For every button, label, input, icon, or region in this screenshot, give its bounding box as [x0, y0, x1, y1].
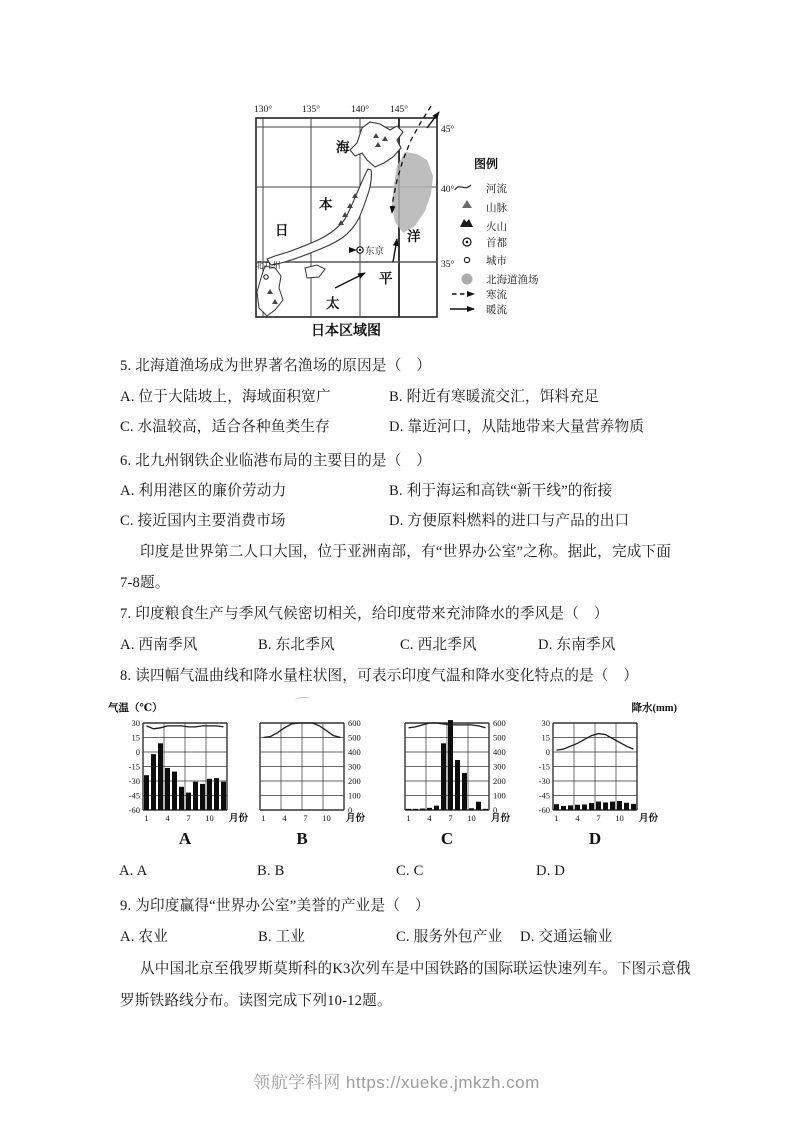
month-tick: 4	[575, 813, 580, 823]
lon-label-135: 135°	[301, 105, 321, 115]
intro-10-12-line1: 从中国北京至俄罗斯莫斯科的K3次列车是中国铁路的国际联运快速列车。下图示意俄	[140, 961, 691, 977]
precip-axis-tick: 400	[348, 747, 361, 757]
month-tick: 10	[615, 813, 624, 823]
precip-bar	[554, 804, 559, 810]
pacific-ocean-label	[326, 228, 421, 311]
precip-bar	[483, 809, 488, 810]
shikoku-island	[305, 265, 325, 278]
climate-chart-B	[257, 696, 419, 848]
month-tick: 1	[406, 813, 411, 823]
intro-7-8-line2: 7-8题。	[120, 575, 170, 591]
precip-bar	[596, 802, 601, 810]
q9-option-a: A. 农业	[120, 929, 169, 945]
precip-axis-tick: 300	[348, 761, 361, 772]
q6-option-c: C. 接近国内主要消费市场	[120, 513, 286, 529]
month-tick: 1	[144, 813, 149, 823]
month-tick: 7	[448, 813, 453, 823]
month-axis-label: 月份	[229, 814, 249, 824]
precip-bar	[151, 754, 156, 810]
precip-axis-tick: 100	[348, 790, 361, 801]
precip-bar	[441, 743, 446, 810]
svg-text:平: 平	[379, 271, 393, 286]
lon-label-140: 140°	[350, 105, 370, 115]
precip-bar	[631, 804, 636, 810]
precip-bar	[568, 805, 573, 810]
q7-option-d: D. 东南季风	[538, 637, 616, 653]
lon-label-145: 145°	[389, 105, 409, 115]
precip-bar	[582, 804, 587, 810]
temp-axis-tick: 0	[135, 747, 140, 757]
honshu-island	[267, 169, 371, 265]
mountain-icon	[462, 200, 472, 208]
svg-text:河流: 河流	[486, 184, 507, 195]
q8-stem: 8. 读四幅气温曲线和降水量柱状图，可表示印度气温和降水变化特点的是（ ）	[120, 668, 639, 684]
fishing-ground-icon	[462, 274, 473, 285]
precip-bar	[200, 784, 205, 810]
watermark-footer: 领航学科网 https://xueke.jmkzh.com	[253, 1073, 540, 1092]
precip-bar	[434, 806, 439, 810]
precip-bar	[448, 720, 453, 810]
precip-axis-tick: 500	[348, 732, 361, 743]
lat-label-45: 45°	[441, 125, 455, 135]
climate-chart-A	[107, 696, 269, 848]
svg-text:日: 日	[275, 223, 289, 238]
month-tick: 10	[205, 813, 214, 823]
q5-option-c: C. 水温较高，适合各种鱼类生存	[120, 419, 330, 435]
precip-axis-tick: 600	[348, 718, 361, 728]
q5-option-b: B. 附近有寒暖流交汇，饵料充足	[389, 389, 599, 405]
temp-axis-tick: -15	[538, 761, 550, 772]
month-tick: 7	[186, 813, 191, 823]
precip-axis-tick: 100	[493, 790, 506, 801]
city-legend-icon	[464, 257, 469, 262]
precip-axis-tick: 200	[493, 776, 506, 786]
svg-text:城市: 城市	[486, 256, 507, 267]
month-tick: 4	[165, 813, 170, 823]
intro-10-12-line2: 罗斯铁路线分布。读图完成下列10-12题。	[120, 993, 392, 1009]
precip-axis-tick: 0	[493, 805, 498, 815]
panel-letter: A	[178, 829, 192, 848]
lat-label-35: 35°	[441, 260, 455, 270]
svg-text:海: 海	[336, 140, 350, 155]
month-axis-label: 月份	[346, 814, 366, 824]
tokyo-pointer-icon	[349, 247, 357, 253]
precip-bar	[179, 787, 184, 810]
precip-bar	[221, 782, 226, 810]
precip-axis-tick: 500	[493, 732, 506, 743]
month-tick: 4	[282, 813, 287, 823]
volcano-icon	[460, 219, 473, 227]
precip-bar	[575, 805, 580, 810]
precip-axis-title: 降水(mm)	[631, 703, 677, 714]
precip-axis-tick: 400	[493, 747, 506, 757]
svg-text:北海道渔场: 北海道渔场	[486, 275, 539, 286]
q7-option-a: A. 西南季风	[120, 637, 198, 653]
precip-bar	[186, 793, 191, 810]
japan-map-figure	[245, 96, 575, 346]
precip-bar	[158, 743, 163, 810]
q7-stem: 7. 印度粮食生产与季风气候密切相关，给印度带来充沛降水的季风是（ ）	[120, 606, 609, 622]
map-caption: 日本区域图	[311, 324, 381, 339]
panel-letter: B	[296, 829, 308, 848]
temp-axis-tick: -15	[128, 761, 140, 772]
precip-bar	[420, 809, 425, 810]
precip-bar	[455, 760, 460, 810]
precip-bar	[469, 808, 474, 810]
precip-bar	[427, 808, 432, 810]
precip-bar	[624, 803, 629, 810]
month-tick: 7	[596, 813, 601, 823]
month-tick: 10	[322, 813, 331, 823]
precip-bar	[144, 775, 149, 810]
q6-option-a: A. 利用港区的廉价劳动力	[120, 483, 287, 499]
month-tick: 7	[303, 813, 308, 823]
month-axis-label: 月份	[491, 814, 511, 824]
temp-axis-tick: -60	[538, 805, 550, 815]
svg-text:山脉: 山脉	[486, 203, 507, 214]
q7-option-b: B. 东北季风	[258, 637, 335, 653]
svg-text:本: 本	[319, 197, 333, 212]
q6-stem: 6. 北九州钢铁企业临港布局的主要目的是（ ）	[120, 453, 432, 469]
temp-axis-tick: -45	[128, 790, 140, 801]
japan-map-svg	[245, 96, 575, 346]
kitakyushu-label: 北九州	[255, 260, 281, 270]
svg-text:太: 太	[326, 296, 340, 311]
month-axis-label: 月份	[639, 814, 659, 824]
lat-label-40: 40°	[441, 185, 455, 195]
q6-option-b: B. 利于海运和高铁“新干线”的衔接	[389, 483, 613, 499]
q5-option-a: A. 位于大陆坡上，海域面积宽广	[120, 389, 331, 405]
temp-axis-tick: -30	[538, 776, 550, 786]
svg-text:暖流: 暖流	[486, 305, 507, 316]
temp-axis-tick: -30	[128, 776, 140, 786]
panel-letter: C	[440, 829, 454, 848]
precip-bar	[589, 803, 594, 810]
month-tick: 10	[467, 813, 476, 823]
q6-option-d: D. 方便原料燃料的进口与产品的出口	[389, 513, 630, 529]
precip-bar	[462, 773, 467, 810]
precip-bar	[610, 802, 615, 810]
temp-axis-tick: 0	[545, 747, 550, 757]
precip-bar	[476, 802, 481, 810]
svg-text:火山: 火山	[486, 222, 507, 233]
precip-bar	[214, 778, 219, 810]
q8-answer-b: B. B	[257, 863, 285, 879]
q9-stem: 9. 为印度赢得“世界办公室”美誉的产业是（ ）	[120, 898, 430, 914]
precip-axis-tick: 200	[348, 776, 361, 786]
precip-bar	[561, 806, 566, 810]
city-icon	[264, 275, 268, 279]
q9-option-d: D. 交通运输业	[520, 929, 613, 945]
legend-title: 图例	[474, 157, 499, 171]
q7-option-c: C. 西北季风	[400, 637, 477, 653]
sea-of-japan-label	[275, 139, 350, 238]
warm-current-arrow-east	[393, 239, 397, 262]
temp-axis-tick: 30	[541, 718, 550, 728]
month-tick: 1	[261, 813, 266, 823]
temp-axis-tick: 15	[541, 732, 550, 743]
month-tick: 4	[427, 813, 432, 823]
q5-stem: 5. 北海道渔场成为世界著名渔场的原因是（ ）	[120, 358, 432, 374]
q8-answer-a: A. A	[119, 863, 148, 879]
precip-bar	[165, 768, 170, 810]
svg-text:首都: 首都	[486, 238, 507, 249]
q9-option-c: C. 服务外包产业	[396, 929, 503, 945]
tokyo-label: 东京	[365, 247, 385, 257]
precip-bar	[172, 772, 177, 810]
intro-7-8-line1: 印度是世界第二人口大国，位于亚洲南部，有“世界办公室”之称。据此，完成下面	[140, 544, 672, 560]
precip-bar	[207, 779, 212, 810]
precip-bar	[406, 809, 411, 810]
q9-option-b: B. 工业	[258, 929, 306, 945]
svg-text:寒流: 寒流	[486, 290, 507, 301]
q5-option-d: D. 靠近河口，从陆地带来大量营养物质	[389, 419, 645, 435]
temp-axis-tick: -45	[538, 790, 550, 801]
q8-answer-d: D. D	[536, 863, 566, 879]
svg-text:洋: 洋	[407, 229, 421, 244]
map-legend	[450, 182, 539, 316]
precip-bar	[603, 802, 608, 810]
temp-axis-tick: 30	[131, 718, 140, 728]
temp-axis-tick: -60	[128, 805, 140, 815]
q8-answer-c: C. C	[396, 863, 424, 879]
month-tick: 1	[554, 813, 559, 823]
panel-letter: D	[588, 829, 602, 848]
temp-axis-tick: 15	[131, 732, 140, 743]
precip-axis-tick: 0	[348, 805, 353, 815]
precip-bar	[413, 809, 418, 810]
river-icon	[455, 185, 471, 190]
lon-label-130: 130°	[253, 105, 273, 115]
temp-axis-title: 气温（℃）	[108, 703, 163, 714]
precip-axis-tick: 600	[493, 718, 506, 728]
precip-axis-tick: 300	[493, 761, 506, 772]
precip-bar	[193, 782, 198, 810]
hokkaido-fishing-ground-area	[392, 152, 433, 233]
climate-chart-D	[517, 696, 679, 848]
precip-bar	[617, 801, 622, 810]
